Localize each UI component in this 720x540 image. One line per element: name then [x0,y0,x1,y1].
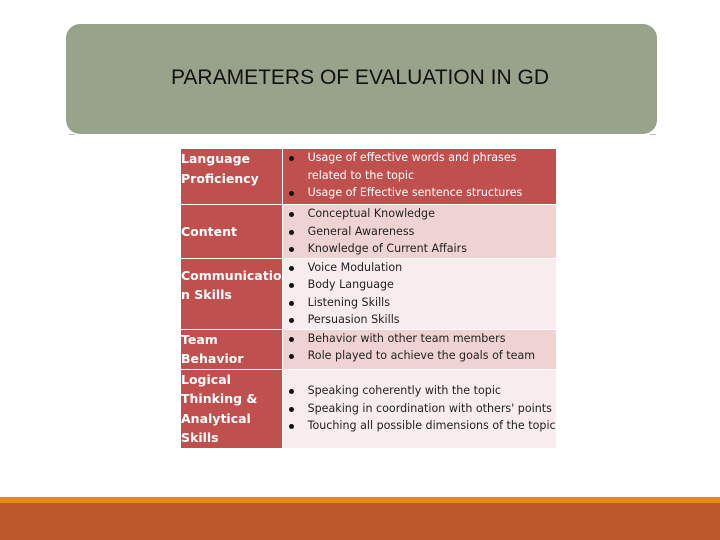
list-item: Conceptual Knowledge [283,205,556,223]
parameter-cell [181,258,283,329]
list-item: Speaking coherently with the topic [283,382,556,400]
slide-title: PARAMETERS OF EVALUATION IN GD [170,66,550,89]
list-item: Persuasion Skills [283,311,556,329]
table-row [181,369,557,448]
list-item: Touching all possible dimensions of the topic [283,417,556,435]
list-item: Behavior with other team members [283,330,556,348]
points-cell [282,369,556,448]
list-item: Knowledge of Current Affairs [283,240,556,258]
points-cell [282,149,556,205]
title-box-tick-right [650,134,656,135]
parameter-cell: Team Behavior [181,329,283,369]
list-item: Usage of Effective sentence structures [283,184,556,202]
list-item: Usage of effective words and phrases related to the topic [283,149,556,184]
list-item: Voice Modulation [283,259,556,277]
footer-band [0,503,720,540]
points-list [283,259,556,329]
table-row [181,258,557,329]
table-row [181,149,557,205]
parameter-cell: Language Proficiency [181,149,283,205]
list-item: Role played to achieve the goals of team [283,347,556,365]
points-cell [282,205,556,259]
points-cell [282,258,556,329]
title-box-tick-left [69,134,75,135]
points-list [283,205,556,258]
list-item: Body Language [283,276,556,294]
points-list [283,382,556,435]
parameter-cell: Content [181,205,283,259]
points-list [283,149,556,202]
list-item: General Awareness [283,223,556,241]
table-row [181,205,557,259]
points-cell [282,329,556,369]
parameter-cell: Logical Thinking & Analytical Skills [181,369,283,448]
table-row [181,329,557,369]
points-list [283,330,556,365]
parameters-table [180,148,557,449]
parameter-label: Communicatio n Skills [181,267,282,302]
list-item: Listening Skills [283,294,556,312]
list-item: Speaking in coordination with others' points [283,400,556,418]
